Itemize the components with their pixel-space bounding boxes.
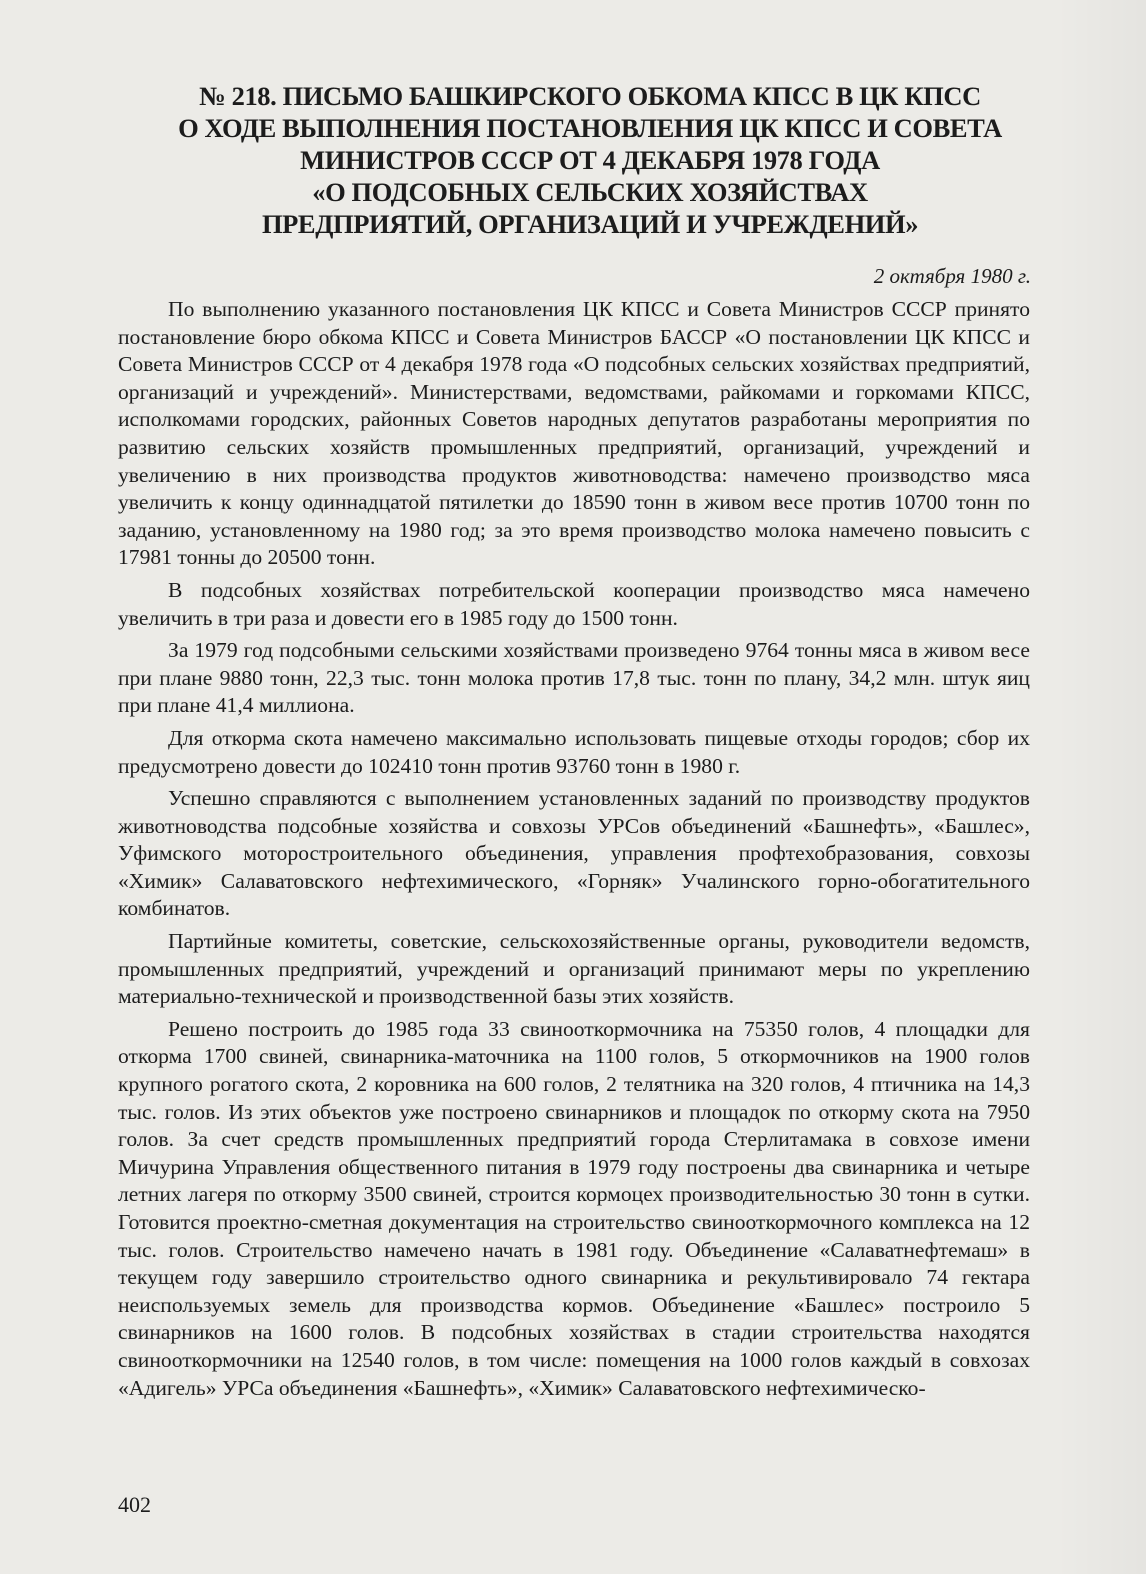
paragraph: Для откорма скота намечено максимально использовать пищевые отходы городов; сбор их предусмотрено довести до 102410 тонн против 93760 тонн в 1980 г. [118, 725, 1030, 778]
document-body [118, 296, 1030, 1407]
document-date: 2 октября 1980 г. [873, 264, 1031, 288]
paragraph: Успешно справляются с выполнением установленных заданий по производству продуктов животноводства подсобные хозяйства и совхозы УРСов объединений «Башнефть», «Башлес», Уфимского моторостроительного объединения, управления профтехобразования, совхозы «Химик» Салаватовского нефтехимического, «Горняк» Учалинского горно-обогатительного комбинатов. [118, 786, 1030, 921]
title-line: МИНИСТРОВ СССР ОТ 4 ДЕКАБРЯ 1978 ГОДА [300, 145, 880, 175]
title-line: ПРЕДПРИЯТИЙ, ОРГАНИЗАЦИЙ И УЧРЕЖДЕНИЙ» [261, 209, 919, 239]
title-line: О ХОДЕ ВЫПОЛНЕНИЯ ПОСТАНОВЛЕНИЯ ЦК КПСС И СОВЕТА [178, 113, 1002, 143]
title-line: «О ПОДСОБНЫХ СЕЛЬСКИХ ХОЗЯЙСТВАХ [312, 177, 868, 207]
paragraph: За 1979 год подсобными сельскими хозяйствами произведено 9764 тонны мяса в живом весе при плане 9880 тонн, 22,3 тыс. тонн молока против 17,8 тыс. тонн по плану, 34,2 млн. штук яиц при плане 41,4 миллиона. [118, 638, 1030, 718]
paragraph: Партийные комитеты, советские, сельскохозяйственные органы, руководители ведомств, промышленных предприятий, учреждений и организаций принимают меры по укреплению материально-технической и производственной базы этих хозяйств. [118, 929, 1030, 1009]
paragraph: По выполнению указанного постановления ЦК КПСС и Совета Министров СССР принято постановление бюро обкома КПСС и Совета Министров БАССР «О постановлении ЦК КПСС и Совета Министров СССР от 4 декабря 1978 года «О подсобных сельских хозяйствах предприятий, организаций и учреждений». Министерствами, ведомствами, райкомами и горкомами КПСС, исполкомами городских, районных Советов народных депутатов разработаны мероприятия по развитию сельских хозяйств промышленных предприятий, организаций, учреждений и увеличению в них производства продуктов животноводства: намечено производство мяса увеличить к концу одиннадцатой пятилетки до 18590 тонн в живом весе против 10700 тонн по заданию, установленному на 1980 год; за это время производство молока намечено повысить с 17981 тонны до 20500 тонн. [118, 297, 1030, 570]
title-line: № 218. ПИСЬМО БАШКИРСКОГО ОБКОМА КПСС В ЦК КПСС [199, 81, 981, 111]
paragraph: В подсобных хозяйствах потребительской кооперации производство мяса намечено увеличить в три раза и довести его в 1985 году до 1500 тонн. [118, 577, 1030, 630]
paragraph: Решено построить до 1985 года 33 свинооткормочника на 75350 голов, 4 площадки для откорма 1700 свиней, свинарника-маточника на 1100 голов, 5 откормочников на 1900 голов крупного рогатого скота, 2 коровника на 600 голов, 2 телятника на 320 голов, 4 птичника на 14,3 тыс. голов. Из этих объектов уже построено свинарников и площадок по откорму скота на 7950 голов. За счет средств промышленных предприятий города Стерлитамака в совхозе имени Мичурина Управления общественного питания в 1979 году построены два свинарника и четыре летних лагеря по откорму 3500 свиней, строится кормоцех производительностью 30 тонн в сутки. Готовится проектно-сметная документация на строительство свинооткормочного комплекса на 12 тыс. голов. Строительство намечено начать в 1981 году. Объединение «Салаватнефтемаш» в текущем году завершило строительство одного свинарника и рекультивировало 74 гектара неиспользуемых земель для производства кормов. Объединение «Башлес» построило 5 свинарников на 1600 голов. В подсобных хозяйствах в стадии строительства находятся свинооткормочники на 12540 голов, в том числе: помещения на 1000 голов каждый в совхозах «Адигель» УРСа объединения «Башнефть», «Химик» Салаватовского нефтехимическо- [118, 1016, 1030, 1400]
page-number: 402 [118, 1492, 151, 1517]
document-title [100, 80, 1080, 240]
